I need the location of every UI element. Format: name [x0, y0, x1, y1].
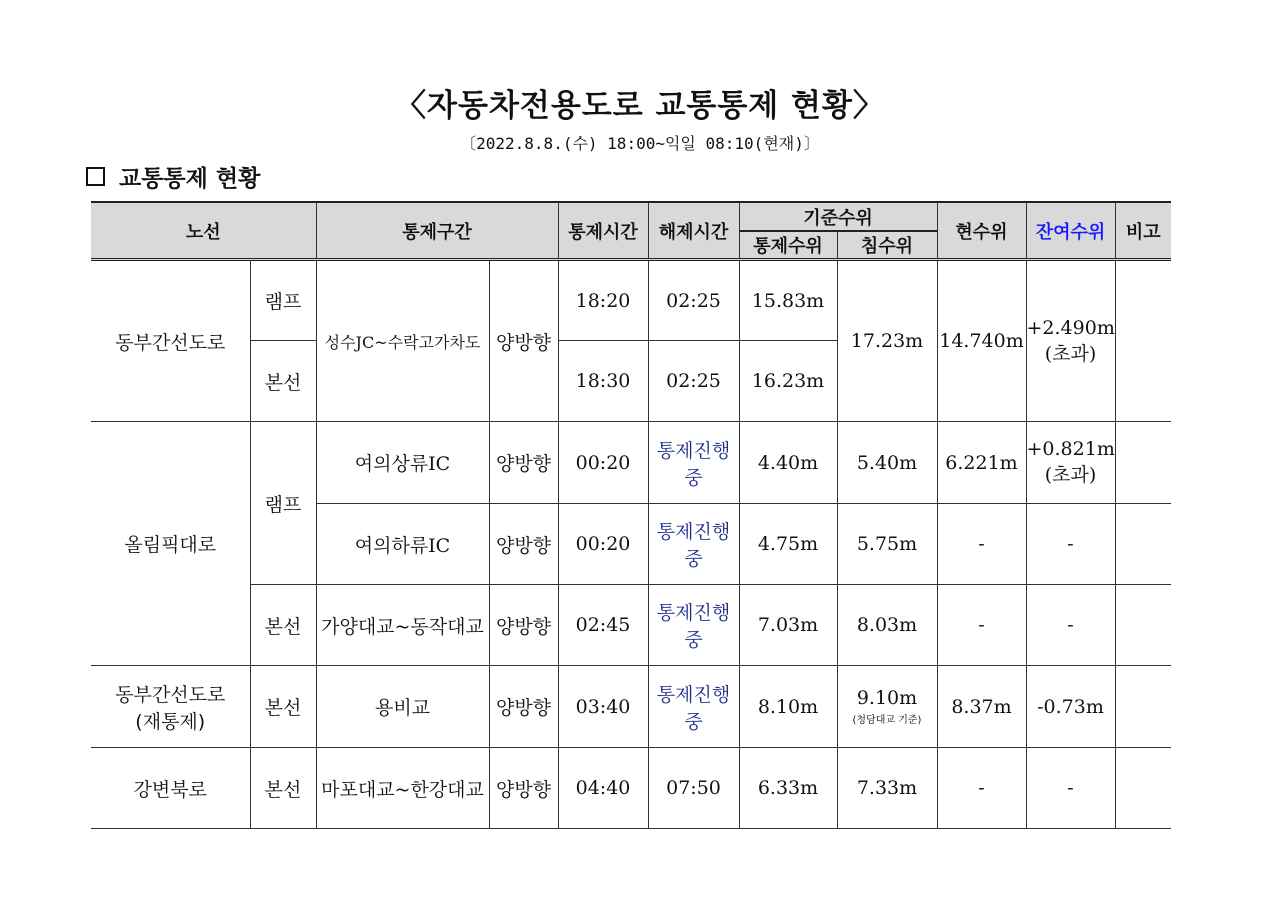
section-type: 램프: [250, 260, 316, 341]
control-level: 6.33m: [739, 748, 837, 829]
release-time: 02:25: [648, 260, 739, 341]
flood-level: [837, 666, 937, 748]
table-row: [91, 260, 1171, 341]
remarks-cell: [1115, 748, 1171, 829]
remaining-level: [1026, 422, 1115, 504]
release-status: 통제진행중: [648, 504, 739, 585]
table-row: [91, 585, 1171, 666]
flood-level: 7.33m: [837, 748, 937, 829]
header-route: 노선: [91, 202, 316, 260]
segment-name: 여의상류IC: [316, 422, 489, 504]
remaining-note: (초과): [1044, 464, 1097, 486]
segment-name: 성수JC~수락고가차도: [316, 260, 489, 422]
segment-name: 가양대교~동작대교: [316, 585, 489, 666]
header-current-level: 현수위: [937, 202, 1026, 260]
remaining-level: -: [1026, 585, 1115, 666]
header-release-time: 해제시간: [648, 202, 739, 260]
control-time: 04:40: [558, 748, 648, 829]
section-type: 본선: [250, 666, 316, 748]
header-remaining-level: 잔여수위: [1026, 202, 1115, 260]
release-time: 02:25: [648, 341, 739, 422]
road-name-line1: 동부간선도로: [115, 683, 226, 706]
remaining-note: (초과): [1044, 342, 1097, 365]
section-type: 본선: [250, 748, 316, 829]
segment-name: 여의하류IC: [316, 504, 489, 585]
road-name: 동부간선도로: [91, 260, 250, 422]
control-level: 4.75m: [739, 504, 837, 585]
document-subtitle: 〔2022.8.8.(수) 18:00~익일 08:10(현재)〕: [460, 134, 820, 153]
traffic-control-table: [91, 201, 1171, 829]
header-base-level: 기준수위: [739, 202, 937, 231]
remarks-cell: [1115, 585, 1171, 666]
flood-level: 17.23m: [837, 260, 937, 422]
direction: 양방향: [489, 260, 558, 422]
flood-value: 9.10m: [856, 687, 918, 709]
checkbox-icon: [86, 167, 105, 186]
remaining-level: -0.73m: [1026, 666, 1115, 748]
header-flood-level: 침수위: [837, 231, 937, 260]
section-type: 램프: [250, 422, 316, 585]
direction: 양방향: [489, 748, 558, 829]
release-status: 통제진행중: [648, 585, 739, 666]
remaining-level: -: [1026, 504, 1115, 585]
current-level: -: [937, 748, 1026, 829]
remarks-cell: [1115, 666, 1171, 748]
road-name: 강변북로: [91, 748, 250, 829]
control-time: 00:20: [558, 422, 648, 504]
direction: 양방향: [489, 585, 558, 666]
control-time: 18:20: [558, 260, 648, 341]
control-time: 00:20: [558, 504, 648, 585]
header-control-level: 통제수위: [739, 231, 837, 260]
remarks-cell: [1115, 504, 1171, 585]
table-row: [91, 748, 1171, 829]
control-time: 18:30: [558, 341, 648, 422]
remarks-cell: [1115, 260, 1171, 422]
remaining-value: +2.490m: [1026, 316, 1115, 339]
segment-name: 용비교: [316, 666, 489, 748]
control-level: 15.83m: [739, 260, 837, 341]
remarks-cell: [1115, 422, 1171, 504]
control-level: 7.03m: [739, 585, 837, 666]
header-control-time: 통제시간: [558, 202, 648, 260]
control-level: 8.10m: [739, 666, 837, 748]
section-type: 본선: [250, 585, 316, 666]
flood-note: (청담대교 기준): [852, 715, 922, 726]
header-remarks: 비고: [1115, 202, 1171, 260]
direction: 양방향: [489, 422, 558, 504]
road-name: 올림픽대로: [91, 422, 250, 666]
segment-name: 마포대교~한강대교: [316, 748, 489, 829]
control-time: 03:40: [558, 666, 648, 748]
table-row: [91, 666, 1171, 748]
release-time: 07:50: [648, 748, 739, 829]
direction: 양방향: [489, 504, 558, 585]
current-level: 14.740m: [937, 260, 1026, 422]
header-section: 통제구간: [316, 202, 558, 260]
remaining-value: +0.821m: [1026, 438, 1115, 460]
current-level: -: [937, 504, 1026, 585]
section-heading-label: 교통통제 현황: [119, 166, 261, 192]
current-level: 6.221m: [937, 422, 1026, 504]
document-title: 〈자동차전용도로 교통통제 현황〉: [395, 88, 885, 124]
road-name: [91, 666, 250, 748]
flood-level: 5.40m: [837, 422, 937, 504]
current-level: -: [937, 585, 1026, 666]
remaining-level: [1026, 260, 1115, 422]
release-status: 통제진행중: [648, 422, 739, 504]
road-name-line2: (재통제): [135, 710, 206, 733]
control-level: 16.23m: [739, 341, 837, 422]
table-row: [91, 422, 1171, 504]
flood-level: 5.75m: [837, 504, 937, 585]
flood-level: 8.03m: [837, 585, 937, 666]
remaining-level: -: [1026, 748, 1115, 829]
release-status: 통제진행중: [648, 666, 739, 748]
control-level: 4.40m: [739, 422, 837, 504]
current-level: 8.37m: [937, 666, 1026, 748]
direction: 양방향: [489, 666, 558, 748]
section-type: 본선: [250, 341, 316, 422]
control-time: 02:45: [558, 585, 648, 666]
section-heading: [86, 160, 260, 193]
